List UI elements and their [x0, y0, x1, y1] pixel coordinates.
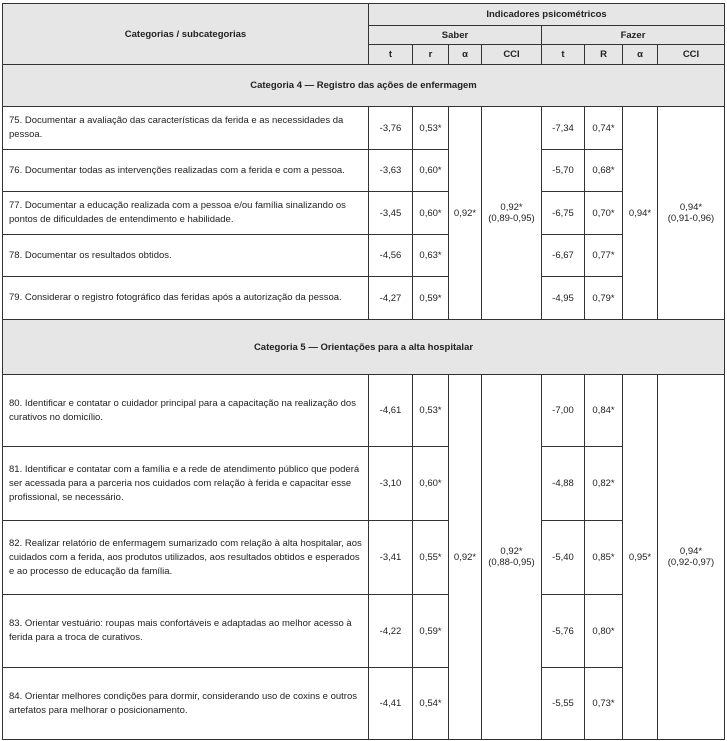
fazer-t: -5,70 [542, 150, 585, 192]
header-indicators: Indicadores psicométricos [369, 4, 725, 26]
fazer-cci-value: 0,94* [679, 202, 703, 213]
saber-t: -4,61 [369, 375, 413, 447]
column-header: t [542, 45, 585, 65]
saber-r: 0,60* [413, 447, 449, 521]
saber-alpha: 0,92* [449, 375, 482, 740]
saber-cci-value: 0,92* [500, 202, 523, 213]
item-text: 84. Orientar melhores condições para dormir, considerando uso de coxins e outros artefatos para melhorar o posicionamento. [3, 668, 369, 740]
column-header: CCI [658, 45, 725, 65]
table-row [3, 235, 725, 277]
saber-r: 0,63* [413, 235, 449, 277]
item-text: 79. Considerar o registro fotográfico das feridas após a autorização da pessoa. [3, 277, 369, 320]
table-row [3, 375, 725, 447]
fazer-r: 0,85* [585, 521, 623, 595]
saber-cci-interval: (0,88-0,95) [488, 557, 535, 568]
header-saber: Saber [369, 26, 542, 45]
table-row [3, 521, 725, 595]
saber-cci [482, 375, 542, 740]
category-row [3, 320, 725, 375]
fazer-t: -4,95 [542, 277, 585, 320]
table-row [3, 447, 725, 521]
saber-r: 0,55* [413, 521, 449, 595]
fazer-alpha: 0,94* [623, 107, 658, 320]
fazer-r: 0,68* [585, 150, 623, 192]
saber-t: -4,41 [369, 668, 413, 740]
saber-r: 0,54* [413, 668, 449, 740]
fazer-t: -5,76 [542, 595, 585, 668]
category-title: Categoria 5 — Orientações para a alta hospitalar [3, 320, 725, 375]
item-text: 76. Documentar todas as intervenções realizadas com a ferida e com a pessoa. [3, 150, 369, 192]
saber-cci-interval: (0,89-0,95) [488, 213, 535, 224]
item-text: 81. Identificar e contatar com a família e a rede de atendimento público que poderá ser acessada para a parceria nos cuidados com relação à ferida e capacitar esse profissional, se necessário. [3, 447, 369, 521]
column-header: α [623, 45, 658, 65]
saber-t: -3,41 [369, 521, 413, 595]
saber-t: -3,10 [369, 447, 413, 521]
table-row [3, 277, 725, 320]
column-header: R [585, 45, 623, 65]
item-text: 83. Orientar vestuário: roupas mais confortáveis e adaptadas ao melhor acesso à ferida para a troca de curativos. [3, 595, 369, 668]
saber-r: 0,60* [413, 192, 449, 235]
fazer-r: 0,73* [585, 668, 623, 740]
fazer-cci-interval: (0,92-0,97) [667, 557, 715, 568]
fazer-cci [658, 107, 725, 320]
saber-r: 0,53* [413, 375, 449, 447]
category-title: Categoria 4 — Registro das ações de enfermagem [3, 65, 725, 107]
item-text: 78. Documentar os resultados obtidos. [3, 235, 369, 277]
item-text: 80. Identificar e contatar o cuidador principal para a capacitação na realização dos curativos no domicílio. [3, 375, 369, 447]
fazer-r: 0,82* [585, 447, 623, 521]
fazer-t: -7,00 [542, 375, 585, 447]
fazer-t: -4,88 [542, 447, 585, 521]
fazer-t: -5,55 [542, 668, 585, 740]
fazer-r: 0,70* [585, 192, 623, 235]
fazer-cci-interval: (0,91-0,96) [667, 213, 715, 224]
saber-r: 0,60* [413, 150, 449, 192]
saber-cci [482, 107, 542, 320]
item-text: 75. Documentar a avaliação das características da ferida e as necessidades da pessoa. [3, 107, 369, 150]
table-row [3, 192, 725, 235]
fazer-r: 0,77* [585, 235, 623, 277]
column-header: CCI [482, 45, 542, 65]
saber-t: -3,45 [369, 192, 413, 235]
fazer-t: -6,75 [542, 192, 585, 235]
header-categories: Categorias / subcategorias [3, 4, 369, 65]
column-header: r [413, 45, 449, 65]
fazer-t: -7,34 [542, 107, 585, 150]
saber-t: -3,76 [369, 107, 413, 150]
psychometric-table [2, 3, 725, 740]
saber-t: -3,63 [369, 150, 413, 192]
table-row [3, 668, 725, 740]
item-text: 82. Realizar relatório de enfermagem sumarizado com relação à alta hospitalar, aos cuidados com a ferida, aos produtos utilizados, aos resultados obtidos e esperados e ao processo de educação da família. [3, 521, 369, 595]
saber-t: -4,56 [369, 235, 413, 277]
column-header: α [449, 45, 482, 65]
saber-cci-value: 0,92* [500, 546, 523, 557]
table-row [3, 150, 725, 192]
fazer-cci [658, 375, 725, 740]
fazer-r: 0,79* [585, 277, 623, 320]
saber-alpha: 0,92* [449, 107, 482, 320]
table-row [3, 107, 725, 150]
fazer-t: -5,40 [542, 521, 585, 595]
category-row [3, 65, 725, 107]
saber-r: 0,59* [413, 595, 449, 668]
fazer-t: -6,67 [542, 235, 585, 277]
saber-t: -4,22 [369, 595, 413, 668]
fazer-r: 0,84* [585, 375, 623, 447]
item-text: 77. Documentar a educação realizada com a pessoa e/ou família sinalizando os pontos de dificuldades de entendimento e habilidade. [3, 192, 369, 235]
fazer-r: 0,74* [585, 107, 623, 150]
saber-t: -4,27 [369, 277, 413, 320]
saber-r: 0,59* [413, 277, 449, 320]
saber-r: 0,53* [413, 107, 449, 150]
table-row [3, 595, 725, 668]
fazer-r: 0,80* [585, 595, 623, 668]
fazer-alpha: 0,95* [623, 375, 658, 740]
header-fazer: Fazer [542, 26, 725, 45]
column-header: t [369, 45, 413, 65]
fazer-cci-value: 0,94* [679, 546, 703, 557]
